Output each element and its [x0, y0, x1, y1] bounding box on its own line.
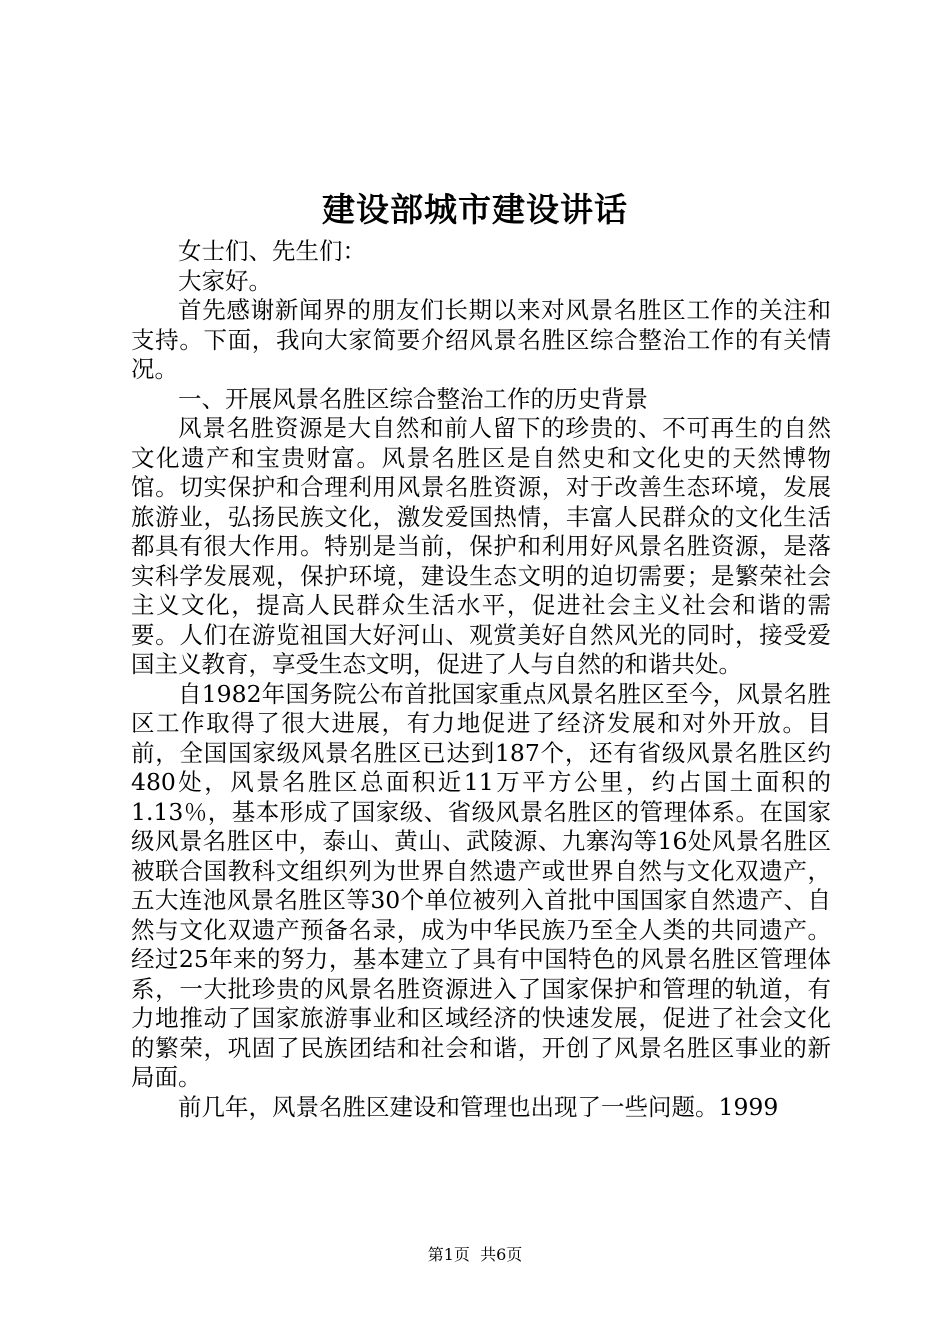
- paragraph-background: 风景名胜资源是大自然和前人留下的珍贵的、不可再生的自然文化遗产和宝贵财富。风景名胜区是自然史和文化史的天然博物馆。切实保护和合理利用风景名胜资源，对于改善生态环境，发展旅游业，弘扬民族文化，激发爱国热情，丰富人民群众的文化生活都具有很大作用。特别是当前，保护和利用好风景名胜资源，是落实科学发展观，保护环境，建设生态文明的迫切需要；是繁荣社会主义文化，提高人民群众生活水平，促进社会主义社会和谐的需要。人们在游览祖国大好河山、观赏美好自然风光的同时，接受爱国主义教育，享受生态文明，促进了人与自然的和谐共处。: [131, 414, 831, 678]
- paragraph-intro: 首先感谢新闻界的朋友们长期以来对风景名胜区工作的关注和支持。下面，我向大家简要介绍风景名胜区综合整治工作的有关情况。: [131, 296, 831, 383]
- paragraph-progress: 自1982年国务院公布首批国家重点风景名胜区至今，风景名胜区工作取得了很大进展，有力地促进了经济发展和对外开放。目前，全国国家级风景名胜区已达到187个，还有省级风景名胜区约480处，风景名胜区总面积近11万平方公里，约占国土面积的1.13％，基本形成了国家级、省级风景名胜区的管理体系。在国家级风景名胜区中，泰山、黄山、武陵源、九寨沟等16处风景名胜区被联合国教科文组织列为世界自然遗产或世界自然与文化双遗产，五大连池风景名胜区等30个单位被列入首批中国国家自然遗产、自然与文化双遗产预备名录，成为中华民族乃至全人类的共同遗产。经过25年来的努力，基本建立了具有中国特色的风景名胜区管理体系，一大批珍贵的风景名胜资源进入了国家保护和管理的轨道，有力地推动了国家旅游事业和区域经济的快速发展，促进了社会文化的繁荣，巩固了民族团结和社会和谐，开创了风景名胜区事业的新局面。: [131, 679, 831, 1091]
- page-number: 第1页: [427, 1245, 470, 1264]
- document-title: 建设部城市建设讲话: [322, 190, 628, 229]
- page-footer: [0, 1243, 950, 1267]
- paragraph-problems: 前几年，风景名胜区建设和管理也出现了一些问题。1999: [178, 1092, 779, 1121]
- paragraph-greeting: 大家好。: [178, 266, 272, 295]
- document-body: [131, 237, 831, 1122]
- paragraph-salutation: 女士们、先生们：: [178, 237, 366, 265]
- page-total: 共6页: [480, 1245, 523, 1264]
- section-heading: 一、开展风景名胜区综合整治工作的历史背景: [178, 384, 648, 413]
